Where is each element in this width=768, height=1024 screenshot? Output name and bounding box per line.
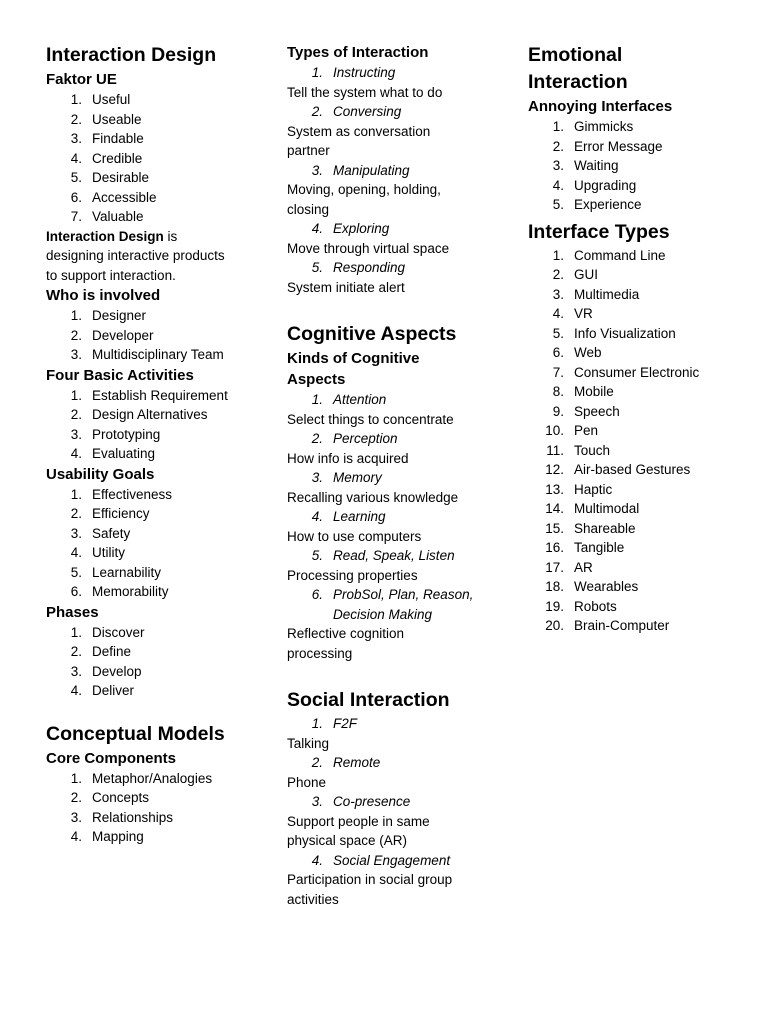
section-title-conceptual-models: Conceptual Models (46, 722, 225, 745)
entry-label-text: Co-presence (333, 794, 411, 809)
entry-number: 3. (311, 162, 323, 178)
list-item-label: Touch (574, 442, 611, 458)
list-number: 4. (70, 683, 82, 698)
heading-kinds-of-cognitive-1: Kinds of Cognitive (287, 350, 420, 367)
list-number: 2. (70, 506, 82, 521)
list-who-is-involved (46, 306, 272, 365)
entry-label (287, 753, 517, 773)
section-title-cognitive-aspects: Cognitive Aspects (287, 323, 457, 345)
list-number: 1. (70, 92, 82, 107)
list-number: 2. (552, 138, 564, 154)
column-right (528, 40, 753, 636)
entry-label-text: F2F (333, 716, 358, 731)
entry-description: Move through virtual space (287, 240, 450, 256)
heading-faktor-ue: Faktor UE (46, 71, 117, 88)
entry-label (287, 851, 517, 871)
list-item (46, 623, 272, 643)
entry-number: 2. (311, 431, 323, 446)
list-item (46, 149, 272, 169)
list-item-label: Prototyping (92, 426, 161, 442)
list-item (528, 137, 753, 157)
social-entries (287, 714, 517, 909)
entry-label-text: Manipulating (333, 162, 410, 178)
list-item (528, 480, 753, 500)
entry-description: How info is acquired (287, 450, 409, 466)
list-number: 3. (70, 131, 82, 146)
list-number: 1. (70, 308, 82, 323)
entry-number: 4. (311, 509, 323, 524)
list-item-label: Consumer Electronic (574, 364, 700, 380)
entry-label-text: Memory (333, 470, 382, 485)
list-number: 1. (70, 486, 82, 502)
entry-label (287, 258, 517, 278)
entry-label (287, 161, 517, 181)
entry-label (287, 63, 517, 83)
list-item-label: Mapping (92, 829, 144, 844)
list-usability-goals (46, 485, 272, 602)
entry-label-text: Read, Speak, Listen (333, 548, 455, 563)
list-item (46, 662, 272, 682)
entry-number: 5. (311, 548, 323, 563)
list-number: 4. (552, 177, 564, 193)
entry-label-text: Instructing (333, 65, 396, 80)
entry-number: 1. (311, 65, 323, 80)
list-number: 3. (70, 663, 82, 679)
list-item (46, 681, 272, 701)
entry-label (287, 792, 517, 812)
entry-label (287, 429, 517, 449)
list-number: 4. (70, 150, 82, 166)
list-item (46, 207, 272, 227)
entry-label-text: Responding (333, 260, 406, 275)
heading-core-components: Core Components (46, 749, 177, 767)
entry-label-text: Attention (333, 392, 387, 407)
list-item-label: VR (574, 306, 593, 321)
list-item (528, 285, 753, 305)
list-item (528, 246, 753, 266)
entry-description: activities (287, 891, 339, 907)
entry-number: 1. (311, 716, 323, 731)
entry-label-text: Learning (333, 509, 386, 524)
list-item (46, 504, 272, 524)
heading-phases: Phases (46, 603, 99, 621)
list-item-label: Wearables (574, 579, 639, 594)
list-number: 11. (546, 442, 564, 458)
entry-description: Tell the system what to do (287, 84, 443, 100)
list-item (528, 117, 753, 137)
list-item (528, 460, 753, 480)
section-title-interface-types: Interface Types (528, 220, 670, 243)
heading-four-basic-activities: Four Basic Activities (46, 366, 194, 384)
list-number: 10. (545, 423, 564, 438)
heading-who-is-involved: Who is involved (46, 287, 161, 304)
list-item (46, 769, 272, 789)
list-item-label: Memorability (92, 584, 169, 599)
entry-description: Recalling various knowledge (287, 489, 459, 505)
list-item-label: Pen (574, 423, 599, 438)
list-item (528, 616, 753, 636)
list-item-label: Gimmicks (574, 119, 634, 134)
list-number: 3. (70, 426, 82, 442)
entry-number: 3. (311, 470, 323, 485)
list-item-label: AR (574, 559, 593, 575)
entry-label (287, 507, 517, 527)
list-item-label: Speech (574, 403, 620, 419)
list-number: 18. (545, 579, 564, 594)
list-item-label: Upgrading (574, 177, 637, 193)
heading-kinds-of-cognitive-2: Aspects (287, 371, 346, 388)
list-number: 3. (70, 347, 82, 362)
list-number: 2. (70, 111, 82, 127)
list-number: 5. (552, 197, 564, 212)
list-item-label: Define (92, 644, 132, 659)
list-item-label: Efficiency (92, 506, 150, 521)
list-item-label: Web (574, 345, 602, 360)
entry-label (287, 714, 517, 734)
entry-label (287, 585, 517, 605)
list-item (528, 324, 753, 344)
cognitive-entries (287, 390, 517, 663)
list-number: 16. (545, 540, 564, 555)
definition-rest: is (163, 228, 178, 244)
list-item (46, 129, 272, 149)
list-number: 3. (552, 286, 564, 302)
list-item (528, 195, 753, 215)
heading-annoying-interfaces: Annoying Interfaces (528, 98, 673, 115)
list-number: 3. (70, 809, 82, 825)
list-item (528, 441, 753, 461)
list-item (528, 265, 753, 285)
entry-number: 2. (311, 104, 323, 119)
list-number: 5. (70, 170, 82, 185)
column-left (46, 40, 272, 847)
entry-label (287, 468, 517, 488)
list-item (46, 444, 272, 464)
list-item (528, 558, 753, 578)
list-number: 13. (545, 481, 564, 497)
entry-label-text: Exploring (333, 221, 390, 236)
entry-label (287, 102, 517, 122)
entry-description: Select things to concentrate (287, 411, 454, 427)
list-phases (46, 623, 272, 701)
list-item-label: Air-based Gestures (574, 462, 691, 477)
section-title-interaction: Interaction (528, 71, 628, 93)
list-item-label: Relationships (92, 809, 174, 825)
list-item (528, 538, 753, 558)
list-item (528, 363, 753, 383)
list-item-label: Learnability (92, 564, 162, 580)
list-item-label: Experience (574, 197, 642, 212)
entry-description: closing (287, 201, 330, 217)
list-item-label: Findable (92, 131, 144, 146)
list-number: 2. (70, 644, 82, 659)
list-number: 2. (70, 790, 82, 805)
list-number: 7. (552, 364, 564, 380)
list-item-label: Develop (92, 663, 142, 679)
list-item (46, 110, 272, 130)
list-number: 15. (545, 520, 564, 536)
list-item (528, 343, 753, 363)
list-number: 2. (70, 407, 82, 422)
list-item (528, 577, 753, 597)
list-number: 5. (70, 564, 82, 580)
list-item (46, 345, 272, 365)
list-item-label: Designer (92, 308, 147, 323)
list-item-label: Deliver (92, 683, 135, 698)
heading-types-of-interaction: Types of Interaction (287, 44, 429, 61)
list-item (46, 306, 272, 326)
list-item (46, 485, 272, 505)
list-item-label: Metaphor/Analogies (92, 770, 213, 786)
list-item-label: Mobile (574, 384, 614, 399)
list-item-label: Desirable (92, 170, 150, 185)
entry-number: 2. (311, 755, 323, 770)
list-item (46, 405, 272, 425)
list-item (46, 188, 272, 208)
entry-description: partner (287, 143, 330, 158)
entry-number: 6. (311, 587, 323, 602)
section-title-social-interaction: Social Interaction (287, 689, 450, 711)
list-number: 4. (70, 829, 82, 844)
entry-description: System initiate alert (287, 279, 405, 295)
entry-description: Support people in same (287, 813, 430, 829)
entry-label-text: Perception (333, 431, 398, 446)
list-item-label: Multidisciplinary Team (92, 347, 224, 362)
section-title-interaction-design: Interaction Design (46, 44, 217, 66)
list-number: 14. (545, 501, 564, 516)
list-item-label: Useable (92, 111, 142, 127)
list-number: 4. (70, 545, 82, 560)
list-item-label: GUI (574, 267, 599, 282)
section-title-emotional: Emotional (528, 44, 623, 66)
list-item (46, 326, 272, 346)
list-item-label: Developer (92, 327, 154, 343)
list-number: 6. (70, 584, 82, 599)
entry-label (287, 390, 517, 410)
list-item-label: Credible (92, 150, 143, 166)
list-item (528, 499, 753, 519)
list-item-label: Effectiveness (92, 486, 173, 502)
list-number: 19. (545, 598, 564, 614)
list-number: 1. (70, 770, 82, 786)
list-number: 4. (70, 446, 82, 461)
list-number: 7. (70, 209, 82, 224)
list-item (46, 642, 272, 662)
list-item-label: Haptic (574, 481, 613, 497)
list-item (46, 168, 272, 188)
list-item (46, 563, 272, 583)
list-item (46, 524, 272, 544)
list-number: 1. (552, 119, 564, 134)
list-item-label: Evaluating (92, 446, 156, 461)
list-four-basic-activities (46, 386, 272, 464)
entry-label (287, 546, 517, 566)
list-item-label: Valuable (92, 209, 144, 224)
definition-term: Interaction Design (46, 228, 164, 244)
entry-number: 5. (311, 260, 323, 275)
list-item-label: Command Line (574, 247, 666, 263)
list-number: 1. (70, 624, 82, 640)
list-item (46, 788, 272, 808)
list-item-label: Safety (92, 525, 131, 541)
list-item-label: Robots (574, 598, 617, 614)
column-middle (287, 40, 517, 909)
list-item (528, 382, 753, 402)
entry-label-text: Social Engagement (333, 852, 451, 868)
definition-line-3: to support interaction. (46, 267, 176, 283)
entry-description: Reflective cognition (287, 626, 405, 641)
list-interface-types (528, 246, 753, 636)
list-item (528, 176, 753, 196)
list-number: 8. (552, 384, 564, 399)
list-item (46, 582, 272, 602)
entry-label-text: Conversing (333, 104, 402, 119)
list-item (528, 421, 753, 441)
list-number: 2. (70, 327, 82, 343)
list-item (528, 156, 753, 176)
list-item-label: Tangible (574, 540, 625, 555)
list-number: 20. (545, 618, 564, 633)
entry-description: processing (287, 645, 353, 661)
list-item-label: Accessible (92, 189, 157, 205)
list-annoying-interfaces (528, 117, 753, 215)
entry-description: How to use computers (287, 528, 422, 544)
list-item-label: Utility (92, 545, 125, 560)
list-item (46, 543, 272, 563)
list-item (528, 304, 753, 324)
entry-description: Moving, opening, holding, (287, 182, 441, 197)
list-item-label: Useful (92, 92, 131, 107)
list-item-label: Multimodal (574, 501, 640, 516)
entry-description: Participation in social group (287, 872, 453, 887)
list-number: 6. (70, 189, 82, 205)
list-item-label: Concepts (92, 790, 150, 805)
list-number: 2. (552, 267, 564, 282)
list-number: 4. (552, 306, 564, 321)
entry-number: 3. (311, 794, 323, 809)
definition-line-1 (46, 227, 272, 247)
list-item-label: Shareable (574, 520, 636, 536)
list-item-label: Info Visualization (574, 325, 676, 341)
entry-label-text: ProbSol, Plan, Reason, (333, 587, 474, 602)
entry-number: 1. (311, 392, 323, 407)
list-number: 12. (545, 462, 564, 477)
list-number: 3. (70, 525, 82, 541)
list-number: 17. (545, 559, 564, 575)
list-number: 1. (70, 387, 82, 403)
list-item-label: Error Message (574, 138, 663, 154)
list-item (46, 90, 272, 110)
entry-description: physical space (AR) (287, 833, 408, 848)
list-number: 1. (552, 247, 564, 263)
entry-label-continued: Decision Making (333, 606, 433, 622)
list-item-label: Establish Requirement (92, 387, 228, 403)
list-item (528, 597, 753, 617)
list-number: 9. (552, 403, 564, 419)
list-number: 6. (552, 345, 564, 360)
entry-description: Talking (287, 735, 330, 751)
entry-description: Processing properties (287, 567, 418, 583)
list-number: 3. (552, 158, 564, 173)
entry-description: System as conversation (287, 123, 431, 139)
list-item-label: Brain-Computer (574, 618, 670, 633)
list-item (46, 827, 272, 847)
list-number: 5. (552, 325, 564, 341)
list-core-components (46, 769, 272, 847)
definition-line-2: designing interactive products (46, 248, 225, 263)
entry-number: 4. (311, 221, 323, 236)
entry-description: Phone (287, 774, 327, 790)
list-item (46, 386, 272, 406)
list-item-label: Discover (92, 624, 145, 640)
list-item (46, 808, 272, 828)
entry-number: 4. (311, 852, 323, 868)
entry-label (287, 219, 517, 239)
list-item (46, 425, 272, 445)
types-of-interaction-entries (287, 63, 517, 297)
list-item-label: Design Alternatives (92, 407, 208, 422)
entry-label-text: Remote (333, 755, 381, 770)
list-item (528, 519, 753, 539)
list-item (528, 402, 753, 422)
list-item-label: Multimedia (574, 286, 640, 302)
list-item-label: Waiting (574, 158, 619, 173)
list-faktor-ue (46, 90, 272, 227)
heading-usability-goals: Usability Goals (46, 465, 155, 483)
